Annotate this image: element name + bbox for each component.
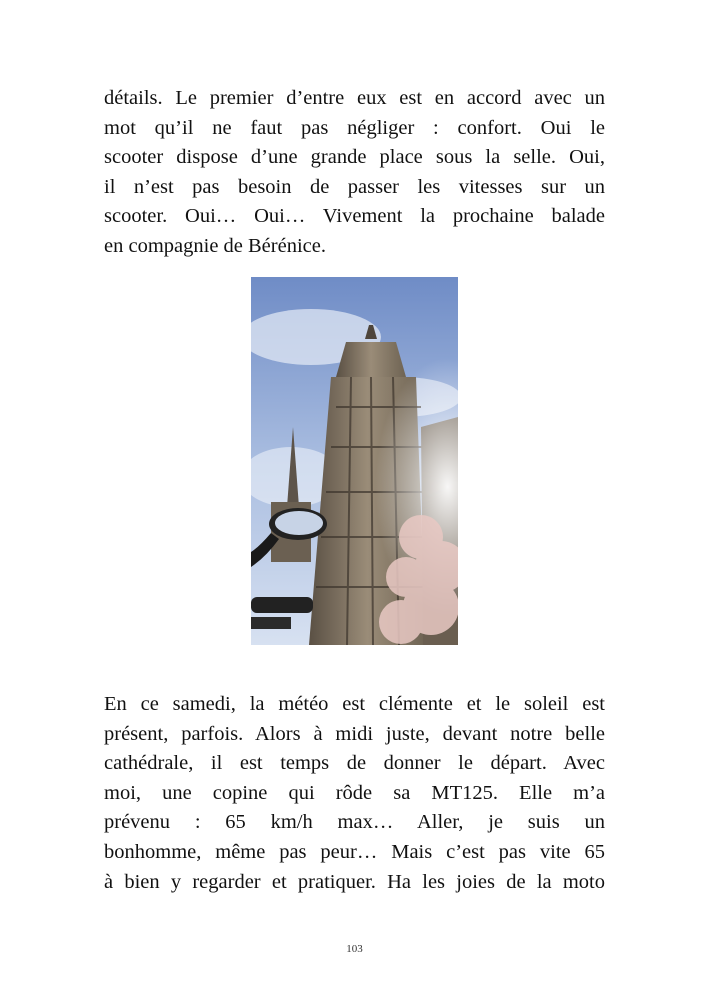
text-line: à bien y regarder et pratiquer. Ha les joies de la moto: [104, 870, 605, 893]
text-line: moi, une copine qui rôde sa MT125. Elle m’a: [104, 781, 605, 804]
text-line: en compagnie de Bérénice.: [104, 234, 326, 257]
text-line: bonhomme, même pas peur… Mais c’est pas vite 65: [104, 840, 605, 863]
text-line: il n’est pas besoin de passer les vitesses sur un: [104, 175, 605, 198]
text-line: prévenu : 65 km/h max… Aller, je suis un: [104, 811, 605, 834]
page-number: 103: [346, 943, 363, 955]
text-line: En ce samedi, la météo est clémente et le soleil est: [104, 693, 605, 715]
paragraph-bottom: [104, 690, 605, 897]
text-line: scooter dispose d’une grande place sous la selle. Oui,: [104, 146, 605, 169]
text-line: scooter. Oui… Oui… Vivement la prochaine balade: [104, 205, 605, 228]
text-line: mot qu’il ne faut pas négliger : confort. Oui le: [104, 116, 605, 139]
paragraph-top: [104, 84, 605, 262]
text-line: détails. Le premier d’entre eux est en accord avec un: [104, 87, 605, 109]
text-line: cathédrale, il est temps de donner le départ. Avec: [104, 752, 605, 775]
cathedral-photo: [251, 277, 458, 645]
text-line: présent, parfois. Alors à midi juste, devant notre belle: [104, 722, 605, 745]
